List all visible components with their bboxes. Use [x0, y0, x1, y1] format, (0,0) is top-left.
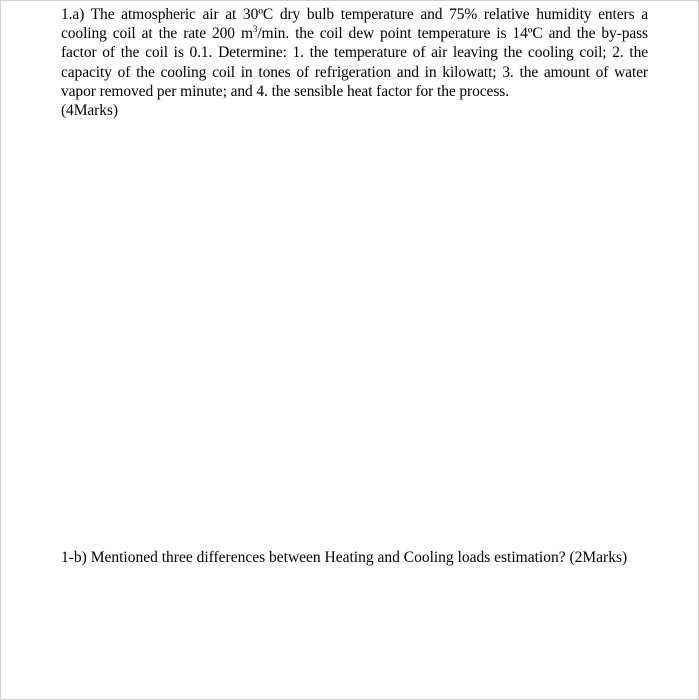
cubic-superscript: 3 [252, 24, 258, 35]
question-1a-label: 1.a) [61, 6, 85, 23]
question-1a-text-part1: The atmospheric air at 30ºC dry bulb temperature and 75% relative humidity enters a cooling coil at the rate 200 m [61, 6, 648, 43]
question-1a [61, 5, 648, 120]
question-1a-text-part2: /min. the coil dew point temperature is 14ºC and the by-pass factor of the coil is 0.1. Determine: 1. the temperature of air leaving the cooling coil; 2. the capacity of the cooling coil in tones of refrigeration and in kilowatt; 3. the amount of water vapor removed per minute; and 4. the sensible heat factor for the process. [61, 25, 648, 100]
question-1a-marks: (4Marks) [61, 102, 118, 120]
question-1b: 1-b) Mentioned three differences between Heating and Cooling loads estimation? (2Marks) [61, 549, 628, 566]
